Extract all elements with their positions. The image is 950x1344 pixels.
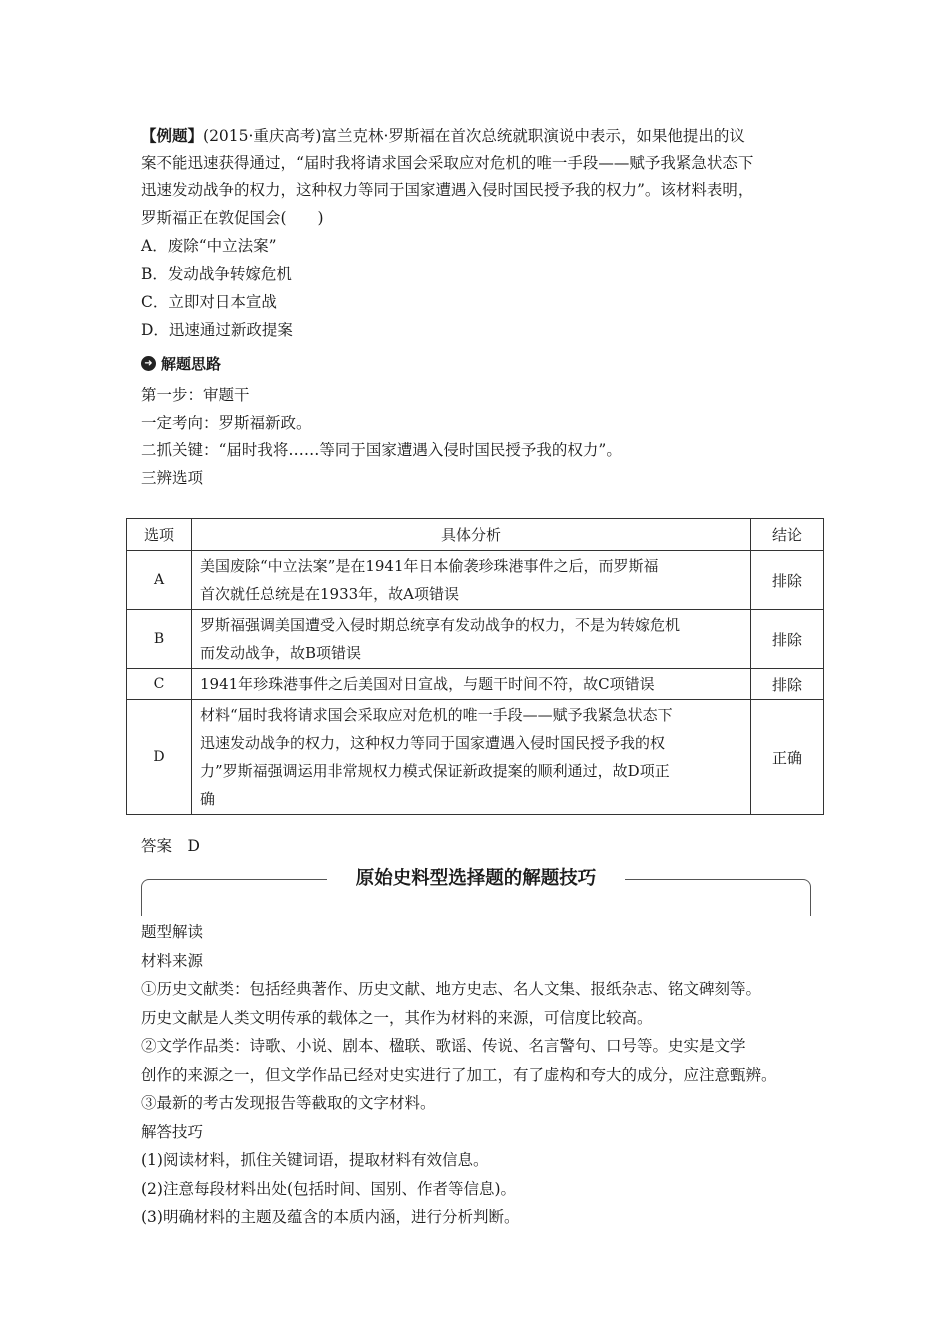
- paragraph-line: 解答技巧: [141, 1122, 204, 1141]
- question-line-1: 【例题】(2015·重庆高考)富兰克林·罗斯福在首次总统就职演说中表示，如果他提出的议: [141, 126, 745, 145]
- row-option: C: [127, 669, 192, 700]
- paragraph-line: ①历史文献类：包括经典著作、历史文献、地方史志、名人文集、报纸杂志、铭文碑刻等。: [141, 980, 762, 998]
- paragraph-line: ②文学作品类：诗歌、小说、剧本、楹联、歌谣、传说、名言警句、口号等。史实是文学: [141, 1037, 746, 1055]
- option-a: A．废除“中立法案”: [141, 237, 277, 255]
- arrow-right-circle-icon: ➜: [141, 356, 156, 371]
- row-analysis: 材料“届时我将请求国会采取应对危机的唯一手段——赋予我紧急状态下 迅速发动战争的权力，这种权力等同于国家遭遇入侵时国民授予我的权 力”罗斯福强调运用非常规权力模式保证新政提案的顺利通过，故D项正 确: [192, 700, 751, 815]
- section-body: [141, 918, 831, 1232]
- example-label: 【例题】: [141, 126, 204, 145]
- step-3: 二抓关键：“届时我将……等同于国家遭遇入侵时国民授予我的权力”。: [141, 441, 622, 459]
- table-row: [127, 700, 824, 815]
- section-heading: [141, 866, 811, 916]
- row-conclusion: 正确: [751, 700, 824, 815]
- paragraph-line: (2)注意每段材料出处(包括时间、国别、作者等信息)。: [141, 1179, 517, 1198]
- row-conclusion: 排除: [751, 610, 824, 669]
- row-option: B: [127, 610, 192, 669]
- row-option: D: [127, 700, 192, 815]
- option-d: D．迅速通过新政提案: [141, 321, 293, 339]
- solution-steps: [141, 382, 622, 492]
- option-c: C．立即对日本宣战: [141, 293, 277, 311]
- example-question: [141, 122, 821, 344]
- section-title: 原始史料型选择题的解题技巧: [355, 868, 597, 889]
- row-conclusion: 排除: [751, 551, 824, 610]
- step-2: 一定考向：罗斯福新政。: [141, 413, 312, 432]
- option-b: B．发动战争转嫁危机: [141, 265, 292, 283]
- row-analysis: 美国废除“中立法案”是在1941年日本偷袭珍珠港事件之后，而罗斯福 首次就任总统是在1933年，故A项错误: [192, 551, 751, 610]
- paragraph-line: 题型解读: [141, 923, 204, 941]
- table-header-row: [127, 519, 824, 551]
- header-analysis: 具体分析: [192, 519, 751, 551]
- table-row: [127, 610, 824, 669]
- row-conclusion: 排除: [751, 669, 824, 700]
- heading-bracket-left: [141, 879, 327, 916]
- question-line-2: 案不能迅速获得通过，“届时我将请求国会采取应对危机的唯一手段——赋予我紧急状态下: [141, 153, 754, 172]
- row-analysis: 罗斯福强调美国遭受入侵时期总统享有发动战争的权力，不是为转嫁危机 而发动战争，故B项错误: [192, 610, 751, 669]
- header-conclusion: 结论: [751, 519, 824, 551]
- paragraph-line: 创作的来源之一，但文学作品已经对史实进行了加工，有了虚构和夸大的成分，应注意甄辨。: [141, 1065, 777, 1084]
- row-analysis: 1941年珍珠港事件之后美国对日宣战，与题干时间不符，故C项错误: [192, 669, 751, 700]
- question-line-3: 迅速发动战争的权力，这种权力等同于国家遭遇入侵时国民授予我的权力”。该材料表明，: [141, 181, 754, 199]
- paragraph-line: (1)阅读材料，抓住关键词语，提取材料有效信息。: [141, 1151, 489, 1169]
- paragraph-line: 材料来源: [141, 951, 204, 970]
- paragraph-line: ③最新的考古发现报告等截取的文字材料。: [141, 1094, 436, 1112]
- header-option: 选项: [127, 519, 192, 551]
- paragraph-line: (3)明确材料的主题及蕴含的本质内涵，进行分析判断。: [141, 1208, 520, 1226]
- solution-approach-heading: [141, 352, 221, 374]
- option-analysis-table: [126, 518, 824, 815]
- paragraph-line: 历史文献是人类文明传承的载体之一，其作为材料的来源，可信度比较高。: [141, 1008, 653, 1027]
- heading-bracket-right: [625, 879, 811, 916]
- step-1: 第一步：审题干: [141, 386, 250, 404]
- table-row: [127, 669, 824, 700]
- solution-approach-title: 解题思路: [161, 354, 222, 373]
- question-line-4: 罗斯福正在敦促国会( ): [141, 208, 324, 227]
- answer-line: 答案 D: [141, 837, 200, 855]
- row-option: A: [127, 551, 192, 610]
- step-4: 三辨选项: [141, 468, 204, 487]
- table-row: [127, 551, 824, 610]
